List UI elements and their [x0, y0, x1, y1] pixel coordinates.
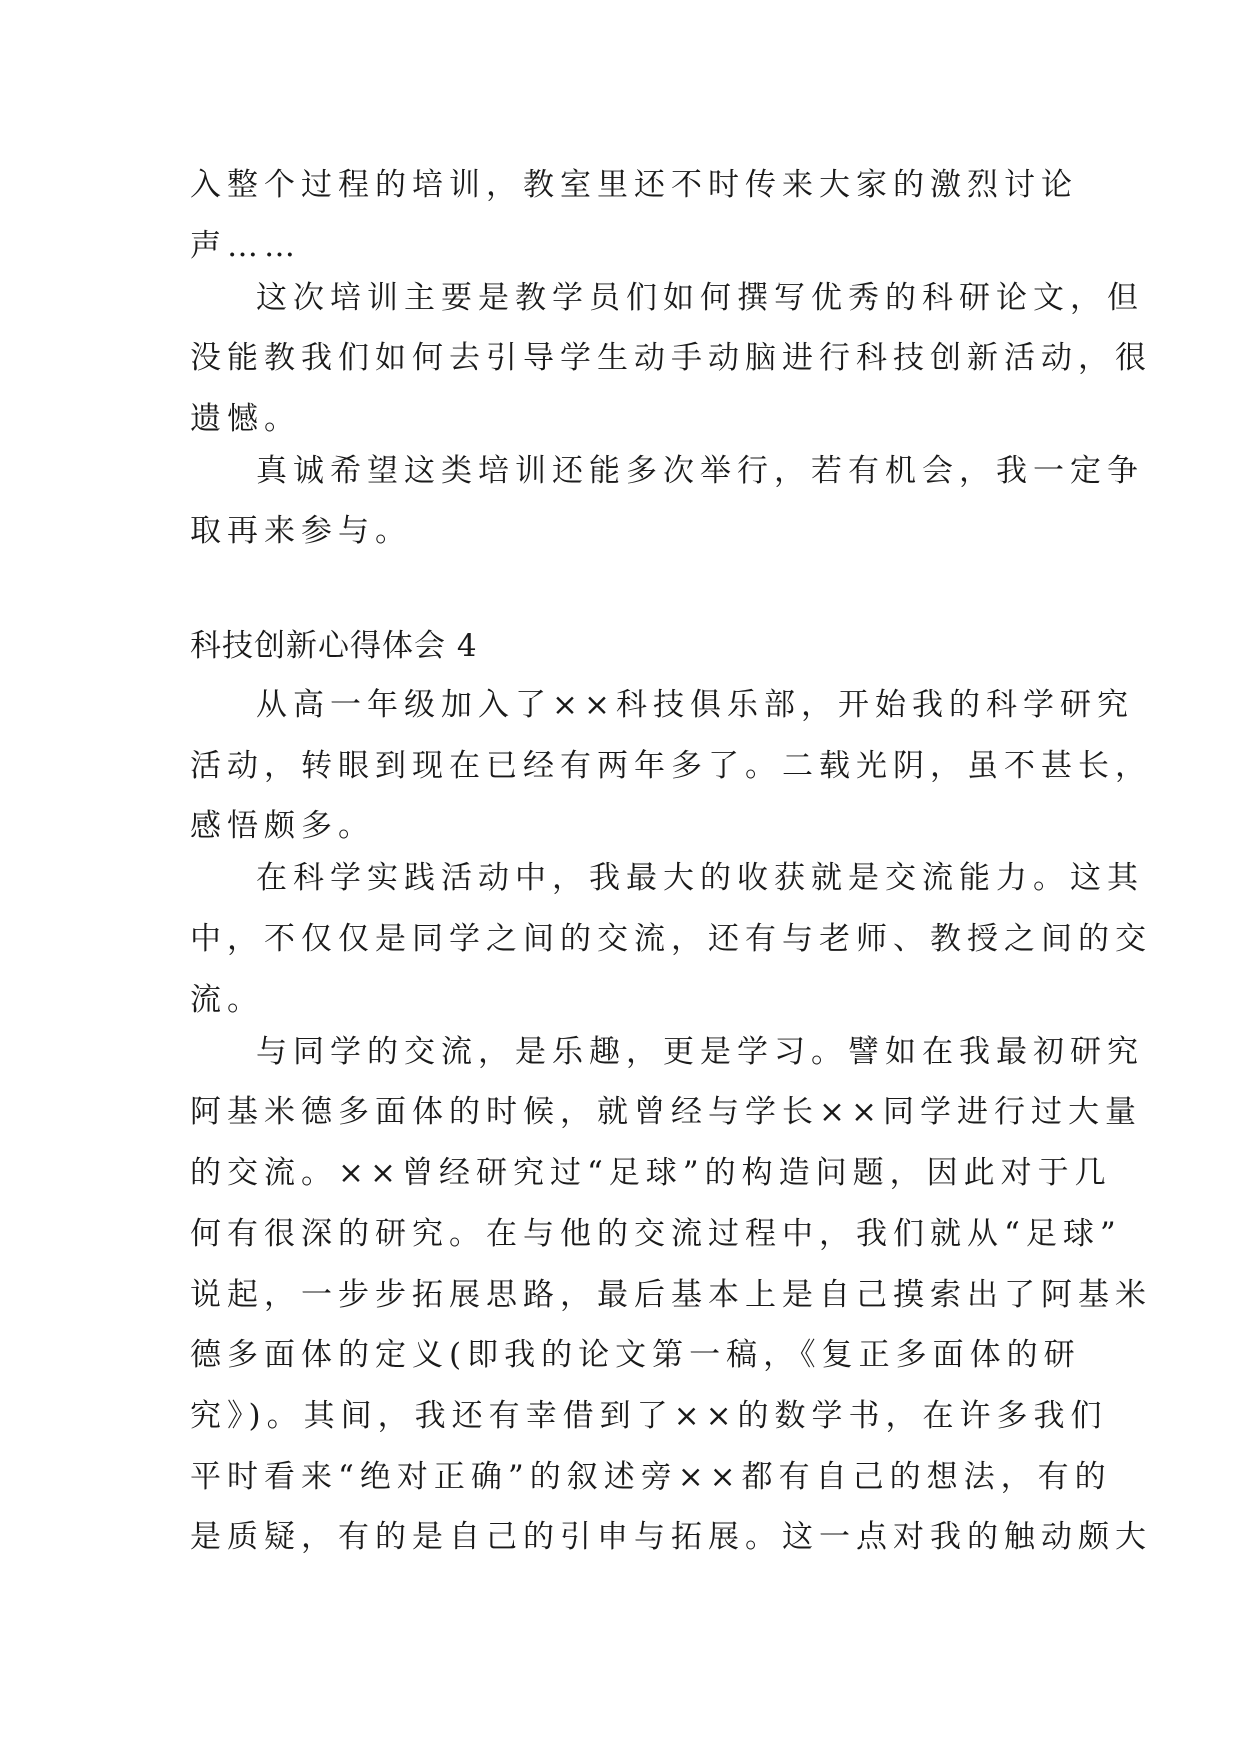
paragraph-line: 中，不仅仅是同学之间的交流，还有与老师、教授之间的交	[190, 921, 1152, 957]
paragraph-line: 真诚希望这类培训还能多次举行，若有机会，我一定争	[256, 453, 1144, 489]
paragraph-line: 声……	[190, 228, 301, 264]
paragraph-line: 活动，转眼到现在已经有两年多了。二载光阴，虽不甚长，	[190, 748, 1152, 784]
paragraph-line: 入整个过程的培训，教室里还不时传来大家的激烈讨论	[190, 167, 1078, 203]
paragraph-line: 何有很深的研究。在与他的交流过程中，我们就从“足球”	[190, 1216, 1122, 1252]
paragraph-line: 这次培训主要是教学员们如何撰写优秀的科研论文，但	[256, 280, 1144, 316]
section-heading: 科技创新心得体会 4	[190, 628, 478, 664]
paragraph-line: 究》)。其间，我还有幸借到了××的数学书，在许多我们	[190, 1398, 1108, 1434]
paragraph-line: 感悟颇多。	[190, 808, 375, 844]
paragraph-line: 流。	[190, 982, 264, 1018]
paragraph-line: 阿基米德多面体的时候，就曾经与学长××同学进行过大量	[190, 1094, 1142, 1130]
paragraph-line: 平时看来“绝对正确”的叙述旁××都有自己的想法，有的	[190, 1459, 1112, 1495]
paragraph-line: 遗憾。	[190, 401, 301, 437]
paragraph-line: 取再来参与。	[190, 513, 412, 549]
paragraph-line: 德多面体的定义(即我的论文第一稿，《复正多面体的研	[190, 1337, 1081, 1373]
paragraph-line: 是质疑，有的是自己的引申与拓展。这一点对我的触动颇大	[190, 1519, 1152, 1555]
paragraph-line: 在科学实践活动中，我最大的收获就是交流能力。这其	[256, 860, 1144, 896]
paragraph-line: 说起，一步步拓展思路，最后基本上是自己摸索出了阿基米	[190, 1277, 1152, 1313]
paragraph-line: 与同学的交流，是乐趣，更是学习。譬如在我最初研究	[256, 1034, 1144, 1070]
paragraph-line: 没能教我们如何去引导学生动手动脑进行科技创新活动，很	[190, 340, 1152, 376]
paragraph-line: 的交流。××曾经研究过“足球”的构造问题，因此对于几	[190, 1155, 1112, 1191]
paragraph-line: 从高一年级加入了××科技俱乐部，开始我的科学研究	[256, 687, 1134, 723]
